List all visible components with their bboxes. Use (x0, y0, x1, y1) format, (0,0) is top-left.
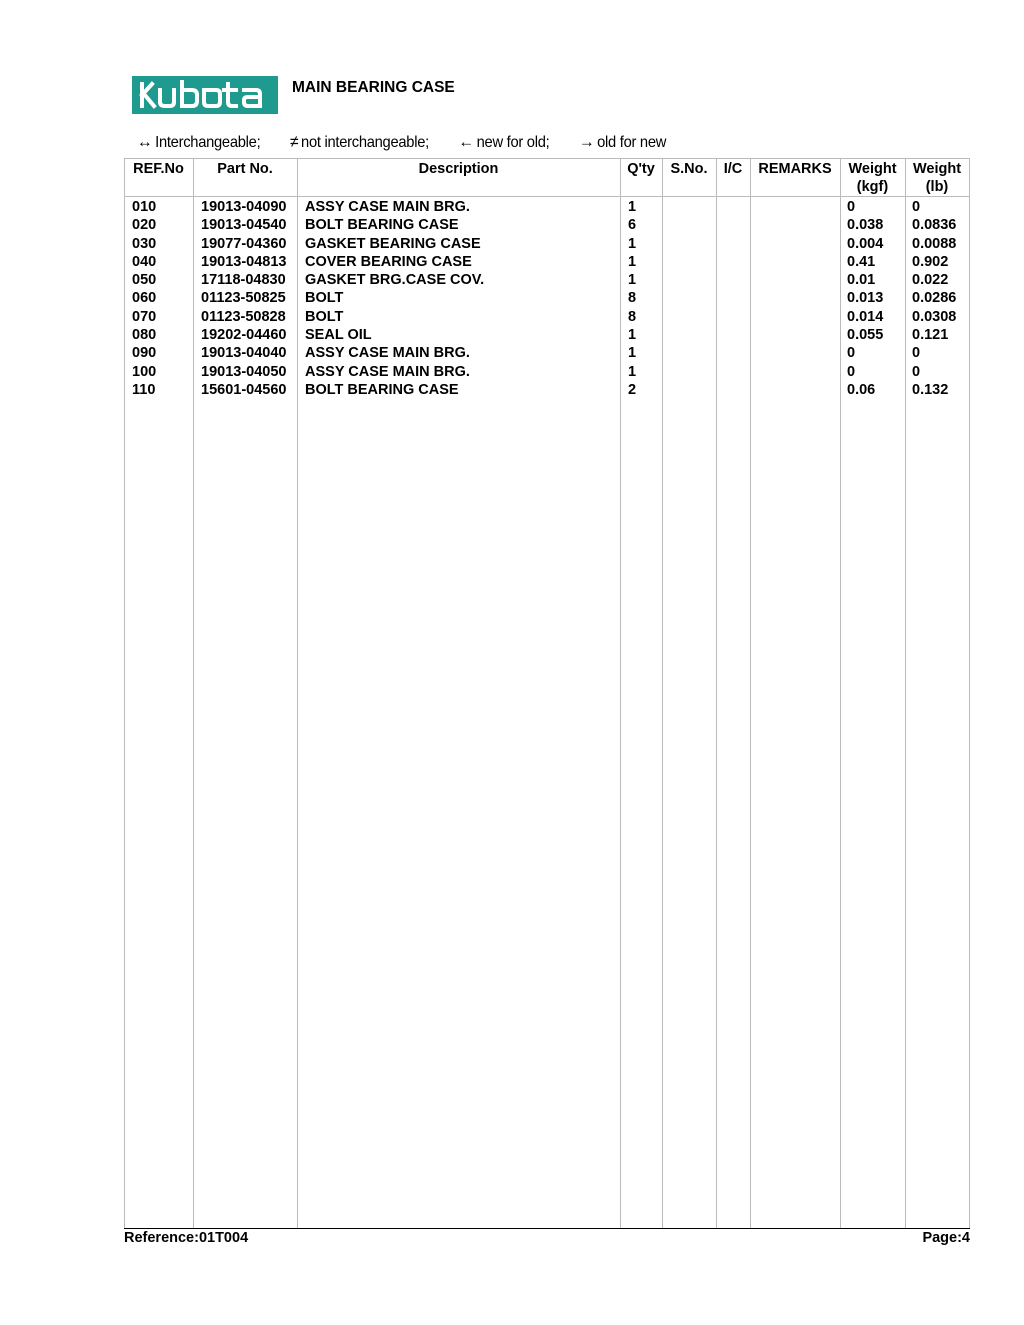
cell-weight-kgf: 0 (847, 345, 856, 362)
column-header-ref: REF.No (133, 161, 184, 177)
cell-ref: 030 (132, 235, 157, 252)
cell-weight-lb: 0.0836 (912, 217, 957, 234)
column-header-weight-kgf (840, 160, 905, 196)
not-equal-icon: ≠ (289, 132, 299, 151)
cell-qty: 1 (628, 272, 637, 289)
header-line: Weight (848, 161, 897, 177)
cell-description: BOLT BEARING CASE (305, 381, 459, 398)
cell-part-no: 17118-04830 (201, 272, 286, 289)
column-header-description: Description (418, 161, 499, 177)
cell-qty: 1 (628, 253, 637, 270)
legend-item-new-for-old (459, 134, 563, 151)
cell-qty: 8 (628, 290, 637, 307)
cell-ref: 050 (132, 272, 157, 289)
header-line: (kgf) (856, 179, 889, 195)
cell-weight-lb: 0 (912, 345, 921, 362)
cell-part-no: 19013-04090 (201, 199, 287, 215)
cell-weight-lb: 0.022 (912, 272, 949, 289)
cell-weight-kgf: 0 (847, 199, 856, 215)
legend-label: not interchangeable; (301, 134, 429, 151)
cell-description: GASKET BRG.CASE COV. (305, 272, 485, 289)
left-arrow-icon: ← (458, 132, 474, 151)
cell-ref: 110 (132, 381, 156, 398)
legend-label: Interchangeable; (155, 134, 261, 151)
table-row (124, 344, 970, 362)
table-row (124, 198, 970, 216)
cell-qty: 1 (628, 327, 637, 344)
reference-label: Reference:01T004 (124, 1230, 249, 1246)
column-header-weight-lb (905, 160, 969, 196)
column-header-remarks: REMARKS (758, 161, 832, 177)
right-arrow-icon: → (579, 132, 595, 151)
cell-weight-kgf: 0.014 (847, 308, 884, 325)
cell-ref: 100 (132, 363, 157, 380)
kubota-logo-mark (132, 76, 278, 114)
cell-weight-kgf: 0.01 (847, 272, 876, 289)
cell-ref: 080 (132, 327, 157, 344)
cell-weight-lb: 0.0286 (912, 290, 957, 307)
cell-weight-kgf: 0 (847, 363, 856, 380)
cell-description: BOLT BEARING CASE (305, 217, 459, 234)
cell-ref: 090 (132, 345, 157, 362)
cell-weight-lb: 0 (912, 199, 921, 215)
cell-part-no: 01123-50828 (201, 308, 286, 325)
cell-qty: 1 (628, 345, 637, 362)
cell-description: BOLT (305, 290, 344, 307)
table-row (124, 253, 970, 271)
cell-qty: 1 (628, 199, 637, 215)
cell-part-no: 19202-04460 (201, 327, 287, 344)
table-row (124, 235, 970, 253)
cell-qty: 6 (628, 217, 637, 234)
cell-qty: 1 (628, 235, 637, 252)
left-right-arrow-icon: ↔ (137, 132, 153, 151)
cell-description: ASSY CASE MAIN BRG. (305, 199, 470, 215)
cell-weight-kgf: 0.013 (847, 290, 884, 307)
cell-weight-lb: 0.0308 (912, 308, 957, 325)
column-header-qty: Q'ty (627, 161, 655, 177)
cell-part-no: 19077-04360 (201, 235, 287, 252)
cell-weight-kgf: 0.06 (847, 381, 876, 398)
cell-ref: 040 (132, 253, 157, 270)
cell-weight-kgf: 0.038 (847, 217, 884, 234)
table-row (124, 216, 970, 234)
cell-ref: 010 (132, 199, 157, 215)
header-line: Weight (912, 161, 962, 177)
table-row (124, 381, 970, 399)
interchangeability-legend (137, 132, 692, 152)
table-row (124, 271, 970, 289)
cell-part-no: 19013-04813 (201, 253, 287, 270)
cell-qty: 1 (628, 363, 637, 380)
cell-description: ASSY CASE MAIN BRG. (305, 345, 470, 362)
cell-ref: 070 (132, 308, 157, 325)
table-body (124, 198, 970, 399)
legend-item-not-interchangeable (290, 134, 442, 151)
cell-description: BOLT (305, 308, 344, 325)
table-row (124, 289, 970, 307)
table-row (124, 326, 970, 344)
cell-part-no: 01123-50825 (201, 290, 286, 307)
cell-part-no: 15601-04560 (201, 381, 287, 398)
kubota-logo (132, 76, 278, 114)
cell-weight-kgf: 0.41 (847, 253, 876, 270)
header-divider (124, 196, 970, 197)
cell-part-no: 19013-04040 (201, 345, 287, 362)
header-line: (lb) (925, 179, 949, 195)
legend-item-interchangeable (137, 134, 273, 151)
cell-weight-lb: 0.121 (912, 327, 949, 344)
cell-weight-lb: 0 (912, 363, 921, 380)
cell-part-no: 19013-04050 (201, 363, 287, 380)
table-row (124, 308, 970, 326)
column-header-ic: I/C (723, 161, 743, 177)
legend-item-old-for-new (579, 134, 679, 151)
cell-description: COVER BEARING CASE (305, 253, 472, 270)
cell-weight-kgf: 0.055 (847, 327, 884, 344)
cell-qty: 2 (628, 381, 637, 398)
column-header-sno: S.No. (670, 161, 708, 177)
cell-part-no: 19013-04540 (201, 217, 287, 234)
parts-table (124, 158, 970, 1229)
legend-label: old for new (597, 134, 667, 151)
legend-label: new for old; (476, 134, 550, 151)
cell-description: ASSY CASE MAIN BRG. (305, 363, 470, 380)
cell-description: SEAL OIL (305, 327, 372, 344)
page-number: Page:4 (922, 1230, 970, 1246)
cell-weight-lb: 0.132 (912, 381, 949, 398)
cell-description: GASKET BEARING CASE (305, 235, 481, 252)
cell-qty: 8 (628, 308, 637, 325)
cell-ref: 020 (132, 217, 157, 234)
table-row (124, 363, 970, 381)
cell-weight-lb: 0.0088 (912, 235, 957, 252)
cell-weight-lb: 0.902 (912, 253, 949, 270)
cell-weight-kgf: 0.004 (847, 235, 884, 252)
page-title: MAIN BEARING CASE (292, 79, 455, 96)
cell-ref: 060 (132, 290, 157, 307)
column-header-part-no: Part No. (217, 161, 273, 177)
